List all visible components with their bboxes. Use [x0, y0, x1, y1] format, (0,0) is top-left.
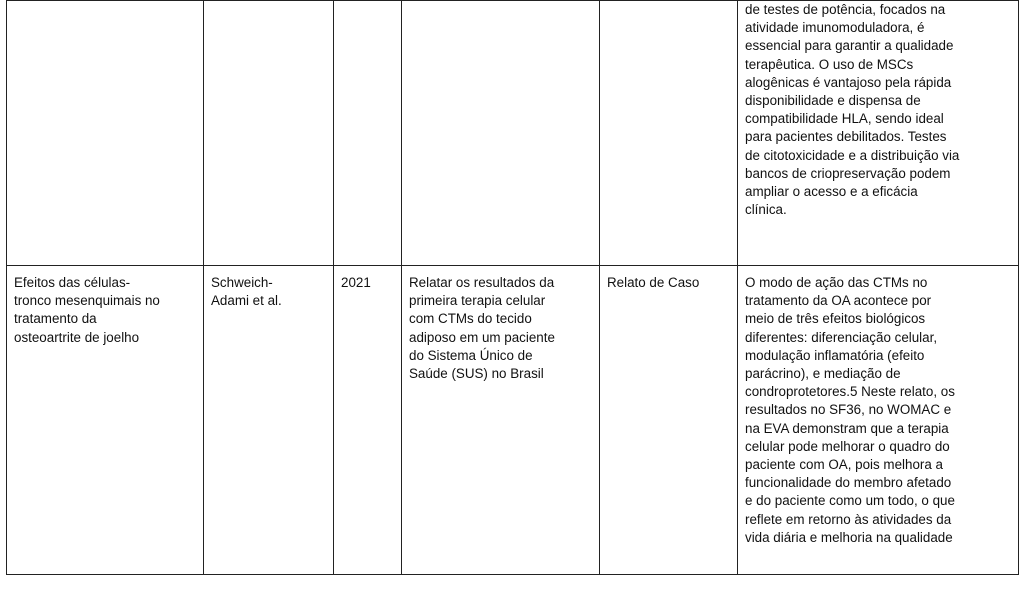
table-cell-authors [204, 266, 334, 575]
table-row [7, 266, 1019, 575]
table-cell-study-type [600, 1, 738, 266]
table-cell-finding [738, 1, 1019, 266]
table-cell-year [334, 1, 402, 266]
table-cell-objective [402, 1, 600, 266]
table-cell-year [334, 266, 402, 575]
table-cell-objective [402, 266, 600, 575]
table-cell-study-type [600, 266, 738, 575]
table-cell-finding [738, 266, 1019, 575]
table-cell-title [7, 1, 204, 266]
document-page [6, 0, 1018, 583]
finding-text: de testes de potência, focados na atividade imunomoduladora, é essencial para garantir a qualidade terapêutica. O uso de MSCs alogênicas é vantajoso pela rápida disponibilidade e dispensa de compatibilidade HLA, sendo ideal para pacientes debilitados. Testes de citotoxicidade e a distribuição via bancos de criopreservação podem ampliar o acesso e a eficácia clínica. [745, 2, 960, 218]
study-year: 2021 [341, 275, 371, 290]
table-row [7, 1, 1019, 266]
study-objective: Relatar os resultados da primeira terapia celular com CTMs do tecido adiposo em um paciente do Sistema Único de Saúde (SUS) no Brasil [409, 275, 555, 382]
study-type: Relato de Caso [607, 275, 700, 290]
finding-text: O modo de ação das CTMs no tratamento da OA acontece por meio de três efeitos biológicos diferentes: diferenciação celular, modulação inflamatória (efeito parácrino), e mediação de condroprotetores.5 Neste relato, os resultados no SF36, no WOMAC e na EVA demonstram que a terapia celular pode melhorar o quadro do paciente com OA, pois melhora a funcionalidade do membro afetado e do paciente como um todo, o que reflete em retorno às atividades da vida diária e melhoria na qualidade [745, 275, 955, 545]
results-table [6, 0, 1019, 575]
table-cell-title [7, 266, 204, 575]
table-cell-authors [204, 1, 334, 266]
study-title: Efeitos das células- tronco mesenquimais no tratamento da osteoartrite de joelho [14, 275, 160, 345]
study-authors: Schweich- Adami et al. [211, 275, 282, 309]
